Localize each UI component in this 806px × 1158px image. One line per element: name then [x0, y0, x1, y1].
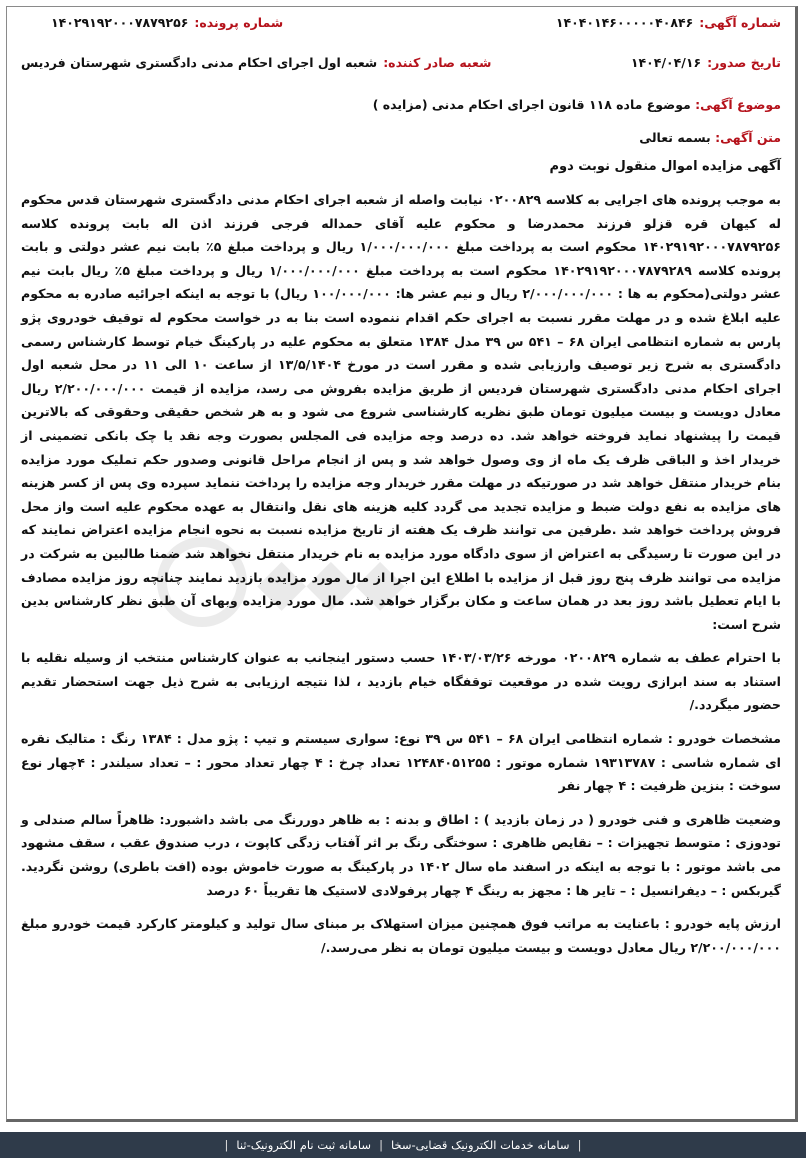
notice-frame [6, 6, 798, 1122]
notice-subject [21, 97, 781, 112]
issuer-value: شعبه اول اجرای احکام مدنی دادگستری شهرستان فردیس [21, 55, 378, 70]
footer-separator: | [379, 1138, 383, 1152]
footer-separator: | [577, 1138, 582, 1152]
notice-number-value: ۱۴۰۴۰۱۴۶۰۰۰۰۰۴۰۸۴۶ [555, 15, 694, 30]
footer-link-sakha[interactable]: سامانه خدمات الکترونیک قضایی-سخا [390, 1138, 570, 1152]
paragraph-expert-intro: با احترام عطف به شماره ۰۲۰۰۸۲۹ مورخه ۱۴۰۳/۰۳/۲۶ حسب دستور اینجانب به عنوان کارشناس منتخب از وسیله نقلیه با استناد به سند ابرازی رویت شده در موقعیت توقفگاه خیام بازدید ، لذا نتیجه ارزیابی به شرح ذیل جهت استحضار تقدیم حضور میگردد./ [21, 650, 781, 713]
footer-link-sana[interactable]: سامانه ثبت نام الکترونیک-ثنا [236, 1138, 372, 1152]
notice-number [556, 15, 781, 30]
notice-text-header [21, 130, 781, 145]
issue-date-value: ۱۴۰۴/۰۴/۱۶ [630, 55, 702, 70]
notice-content [7, 7, 795, 959]
issuer-label: شعبه صادر کننده: [383, 55, 492, 70]
notice-title: آگهی مزایده اموال منقول نوبت دوم [549, 159, 781, 174]
subject-value: موضوع ماده ۱۱۸ قانون اجرای احکام مدنی (مزایده ) [372, 97, 691, 112]
header-row-2 [21, 55, 781, 85]
case-number [51, 15, 283, 30]
case-number-value: ۱۴۰۲۹۱۹۲۰۰۰۷۸۷۹۲۵۶ [51, 15, 189, 30]
issue-date [631, 55, 781, 70]
case-number-label: شماره پرونده: [194, 15, 284, 30]
paragraph-main: به موجب پرونده های اجرایی به کلاسه ۰۲۰۰۸۲۹ نیابت واصله از شعبه اجرای احکام مدنی دادگستری شهرستان قدس محکوم له کیهان قره قزلو فرزند محمدرضا و محکوم علیه آقای حمداله فرجی فرزند اذن اله بابت پرونده کلاسه ۱۴۰۲۹۱۹۲۰۰۰۷۸۷۹۲۵۶ محکوم است به پرداخت مبلغ ۱/۰۰۰/۰۰۰/۰۰۰ ریال و پرداخت مبلغ ۵٪ بابت نیم عشر دولتی و بابت پرونده کلاسه ۱۴۰۲۹۱۹۲۰۰۰۷۸۷۹۲۸۹ محکوم است به پرداخت مبلغ ۱/۰۰۰/۰۰۰/۰۰۰ ریال و پرداخت مبلغ ۵٪ ریال بابت نیم عشر دولتی(محکوم به ها : ۲/۰۰۰/۰۰۰/۰۰۰ ریال و نیم عشر ها: ۱۰۰/۰۰۰/۰۰۰ ریال) با توجه به اینکه اجرائیه صادره به محکوم علیه ابلاغ شده و در مهلت مقرر نسبت به اجرای حکم اقدام ننموده است بنا به در خواست محکوم له توقیف خودروی پژو پارس به شماره انتظامی ایران ۶۸ – ۵۴۱ س ۳۹ مدل ۱۳۸۴ متعلق به محکوم علیه در پارکینگ خیام توسط کارشناس رسمی دادگستری به شرح زیر توصیف وارزیابی شده و مقرر است در مورخ ۱۳/۵/۱۴۰۴ از ساعت ۱۰ الی ۱۱ در محل شعبه اول اجرای احکام مدنی دادگستری شهرستان فردیس از طریق مزایده بفروش می رسد، مزایده از قیمت ۲/۲۰۰/۰۰۰/۰۰۰ ریال معادل دویست و بیست میلیون تومان طبق نظریه کارشناسی شروع می شود و به هر شخص حقیقی وحقوقی که بالاترین قیمت را پیشنهاد نماید فروخته خواهد شد. ده درصد وجه مزایده فی المجلس بصورت وجه نقد یا چک بانکی تضمینی از خریدار اخذ و الباقی ظرف یک ماه از وی وصول خواهد شد و پس از انجام مراحل قانونی وصدور حکم تملیک مورد مزایده بنام خریدار منتقل خواهد شد در صورتیکه در مهلت مقرر خریدار وجه مزایده را پرداخت ننماید سپرده وی پس از کسر هزینه های مزایده به نفع دولت ضبط و مزایده تجدید می گردد کلیه هزینه های نقل وانتقال به عهده محکوم علیه است واز محل فروش پرداخت خواهد شد .طرفین می توانند ظرف یک هفته از تاریخ مزایده نسبت به نحوه انجام مزایده اعتراض نمایند که در این صورت تا رسیدگی به اعتراض از سوی دادگاه مورد مزایده به نام خریدار منتقل نخواهد شد ضمنا طالبین به شرکت در مزایده می توانند ظرف پنج روز قبل از مزایده با اطلاع این اجرا از مال مورد مزایده بازدید نمایند چنانچه روز مزایده مصادف با ایام تعطیل باشد روز بعد در همان ساعت و مکان برگزار خواهد شد. مال مورد مزایده وبهای آن طبق نظر کارشناس بدین شرح است: [21, 192, 782, 632]
footer-bar [0, 1132, 806, 1158]
paragraph-base-value: ارزش پایه خودرو : باعنایت به مراتب فوق همچنین میزان استهلاک بر مبنای سال تولید و کیلومتر کارکرد قیمت خودرو مبلغ ۲/۲۰۰/۰۰۰/۰۰۰ ریال معادل دویست و بیست میلیون تومان به نظر می‌رسد./ [21, 916, 781, 955]
watermark-mark: ◆◆◆ [257, 545, 405, 619]
footer-separator: | [224, 1138, 229, 1152]
text-intro: بسمه تعالی [639, 130, 711, 145]
subject-label: موضوع آگهی: [695, 97, 781, 112]
issuer [21, 55, 491, 70]
notice-number-label: شماره آگهی: [699, 15, 781, 30]
paragraph-vehicle-condition: وضعیت ظاهری و فنی خودرو ( در زمان بازدید ) : اطاق و بدنه : به ظاهر دوررنگ می باشد داشبورد: ظاهراً سالم صندلی و تودوزی : متوسط تجهیزات : – نقایص ظاهری : سوختگی رنگ بر اثر آفتاب زدگی کاپوت ، درب صندوق عقب ، سقف مشهود می باشد موتور : با توجه به اینکه در اسفند ماه سال ۱۴۰۲ در پارکینگ به صورت خاموش بوده (افت باطری) روشن نگردید. گیربکس : – دیفرانسیل : – تایر ها : مجهز به رینگ ۴ چهار پرفولادی لاستیک ها تقریباً ۶۰ درصد [21, 811, 781, 898]
text-label: متن آگهی: [715, 130, 781, 145]
paragraph-vehicle-specs: مشخصات خودرو : شماره انتظامی ایران ۶۸ – ۵۴۱ س ۳۹ نوع: سواری سیستم و تیپ : پژو مدل : ۱۳۸۴ رنگ : متالیک نقره ای شماره شاسی : ۱۹۳۱۳۷۸۷ شماره موتور : ۱۲۴۸۴۰۵۱۲۵۵ تعداد چرخ : ۴ چهار تعداد محور : – تعداد سیلندر : ۴چهار نوع سوخت : بنزین ظرفیت : ۴ چهار نفر [21, 731, 781, 794]
issue-date-label: تاریخ صدور: [707, 55, 781, 70]
header-row-1 [21, 15, 781, 45]
